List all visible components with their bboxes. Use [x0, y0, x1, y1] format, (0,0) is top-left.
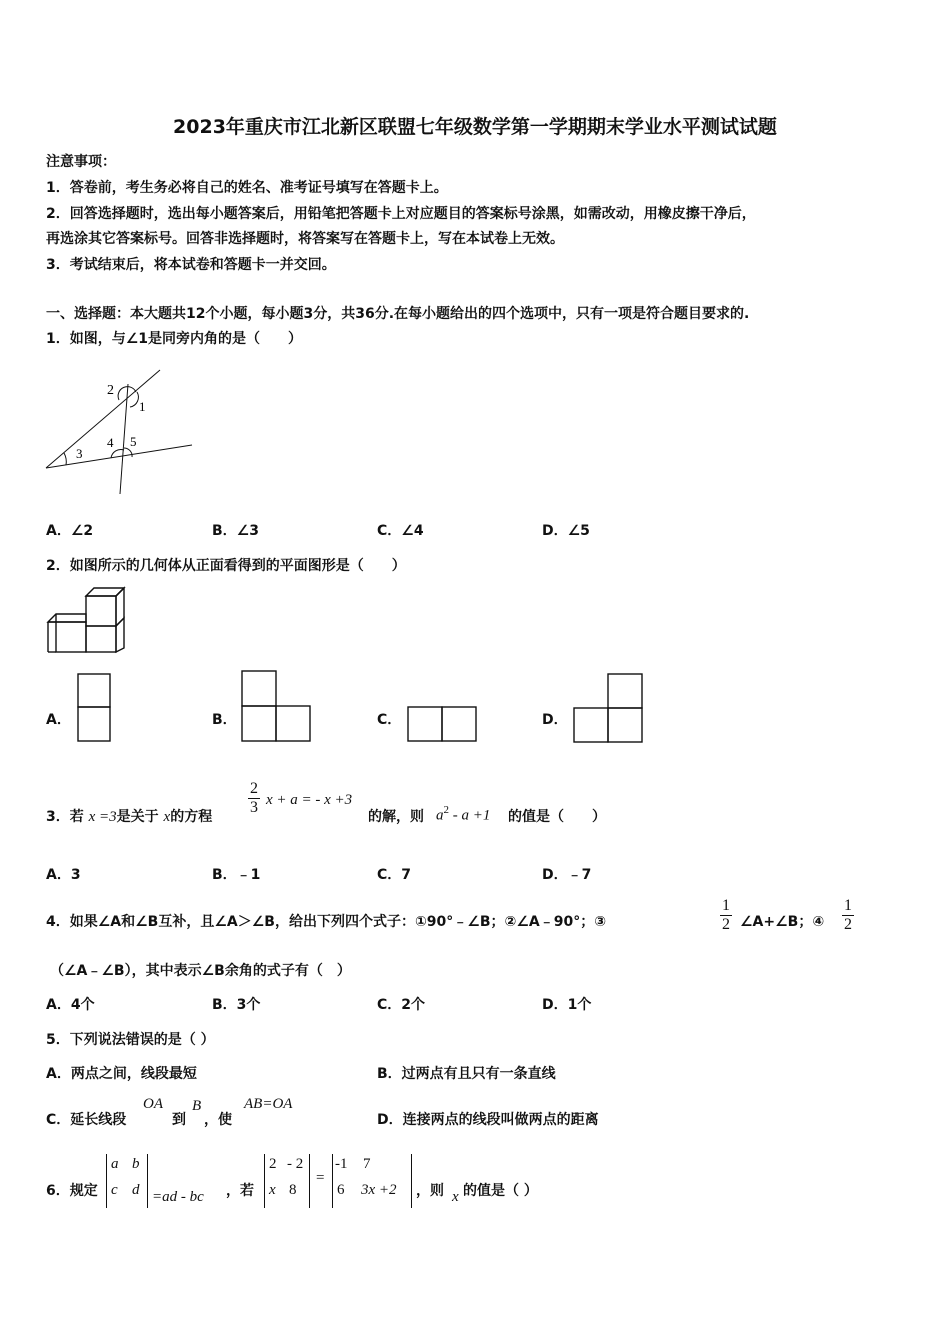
q6-determinant-right — [332, 1154, 412, 1208]
q5-option-c[interactable] — [46, 1109, 126, 1129]
notice-item-1: 1．答卷前，考生务必将自己的姓名、准考证号填写在答题卡上。 — [46, 180, 448, 196]
notice-item-2-cont: 再选涂其它答案标号。回答非选择题时，将答案写在答题卡上，写在本试卷上无效。 — [46, 231, 564, 247]
q6-m3-c: 6 — [337, 1182, 345, 1198]
q6-m2-d: 8 — [289, 1182, 297, 1198]
q4-stem-3: （∠A﹣∠B），其中表示∠B余角的式子有（ ） — [50, 963, 351, 979]
q3-option-c[interactable]: C．7 — [377, 867, 412, 883]
q2-option-b-figure — [241, 670, 311, 742]
q3-expr-exp: 2 — [443, 804, 449, 816]
notice-item-3: 3．考试结束后，将本试卷和答题卡一并交回。 — [46, 257, 336, 273]
q5-c-b: B — [192, 1098, 202, 1114]
q6-m3-b: 7 — [363, 1156, 371, 1172]
q3-stem — [46, 806, 212, 826]
q2-option-c[interactable]: C． — [377, 712, 402, 728]
q3-frac-num: 2 — [250, 780, 258, 797]
q2-stem: 2．如图所示的几何体从正面看得到的平面图形是（ ） — [46, 558, 406, 574]
q2-option-a[interactable]: A． — [46, 712, 71, 728]
q5-option-a[interactable]: A．两点之间，线段最短 — [46, 1066, 197, 1082]
notice-item-2: 2．回答选择题时，选出每小题答案后，用铅笔把答题卡上对应题目的答案标号涂黑，如需改动，用橡皮擦干净后， — [46, 206, 756, 222]
q2-option-d-figure — [573, 673, 643, 743]
q2-option-a-figure — [77, 673, 111, 743]
q5-c-text-1: C．延长线段 — [46, 1112, 127, 1128]
notice-heading: 注意事项： — [46, 154, 116, 170]
q4-option-c[interactable]: C．2个 — [377, 997, 426, 1013]
q4-fraction-2 — [842, 897, 854, 934]
q4-fraction-1 — [720, 897, 732, 934]
q2-cube-figure — [46, 586, 120, 656]
q4-option-b[interactable]: B．3个 — [212, 997, 261, 1013]
q3-text-4: 的解，则 — [368, 809, 424, 825]
q3-equation: x + a = - x +3 — [266, 792, 353, 808]
q4-stem-1: 4．如果∠A和∠B互补，且∠A＞∠B，给出下列四个式子：①90°﹣∠B；②∠A﹣90°；③ — [46, 914, 607, 930]
q3-frac-den: 3 — [250, 799, 258, 816]
q6-m2-b: - 2 — [287, 1156, 304, 1172]
q5-option-b[interactable]: B．过两点有且只有一条直线 — [377, 1066, 556, 1082]
q3-condition: x =3 — [88, 809, 117, 825]
q5-option-d[interactable]: D．连接两点的线段叫做两点的距离 — [377, 1112, 599, 1128]
q1-option-d[interactable]: D．∠5 — [542, 523, 590, 539]
q6-equals: = — [316, 1170, 325, 1186]
q6-m1-a: a — [111, 1156, 119, 1172]
label-3: 3 — [76, 446, 83, 461]
q2-option-b[interactable]: B． — [212, 712, 237, 728]
q5-c-text-3: ，使 — [204, 1112, 232, 1128]
q4-stem-2: ∠A+∠B；④ — [740, 914, 825, 930]
q3-expression — [436, 804, 490, 824]
q4-option-d[interactable]: D．1个 — [542, 997, 592, 1013]
q3-var: x — [163, 809, 171, 825]
q5-c-oa: OA — [143, 1096, 163, 1112]
q1-option-b[interactable]: B．∠3 — [212, 523, 259, 539]
q6-text-3: ，则 — [416, 1183, 444, 1199]
label-4: 4 — [107, 435, 114, 450]
q3-fraction — [248, 780, 260, 817]
page-title: 2023年重庆市江北新区联盟七年级数学第一学期期末学业水平测试试题 — [173, 116, 777, 138]
q5-c-equation: AB=OA — [244, 1096, 293, 1112]
q3-text-3: 的方程 — [170, 809, 213, 825]
q6-definition: =ad - bc — [152, 1189, 204, 1205]
section-heading: 一、选择题：本大题共12个小题，每小题3分，共36分.在每小题给出的四个选项中，只有一项是符合题目要求的. — [46, 306, 750, 322]
q4-frac1-num: 1 — [722, 897, 730, 914]
q1-option-a[interactable]: A．∠2 — [46, 523, 94, 539]
q4-frac2-num: 1 — [844, 897, 852, 914]
q6-m1-d: d — [132, 1182, 140, 1198]
label-1: 1 — [139, 399, 146, 414]
q6-determinant-def — [106, 1154, 148, 1208]
q3-expr-rest: - a +1 — [449, 807, 491, 824]
q6-m2-a: 2 — [269, 1156, 277, 1172]
q5-c-text-2: 到 — [172, 1112, 186, 1128]
q1-figure — [44, 362, 196, 498]
q1-option-c[interactable]: C．∠4 — [377, 523, 424, 539]
q1-stem: 1．如图，与∠1是同旁内角的是（ ） — [46, 331, 303, 347]
q4-option-a[interactable]: A．4个 — [46, 997, 95, 1013]
q3-text-5: 的值是（ ） — [508, 809, 606, 825]
q6-m1-b: b — [132, 1156, 140, 1172]
q5-stem: 5．下列说法错误的是（ ） — [46, 1032, 215, 1048]
q6-m1-c: c — [111, 1182, 118, 1198]
q6-determinant-left — [264, 1154, 310, 1208]
q6-m3-d: 3x +2 — [361, 1182, 397, 1198]
q6-m3-a: -1 — [335, 1156, 348, 1172]
q3-option-d[interactable]: D．﹣7 — [542, 867, 592, 883]
q4-frac1-den: 2 — [722, 916, 730, 933]
q3-option-b[interactable]: B．﹣1 — [212, 867, 261, 883]
q3-text-2: 是关于 — [116, 809, 159, 825]
q6-text-4: 的值是（ ） — [463, 1183, 538, 1199]
q3-text-1: 3．若 — [46, 809, 84, 825]
q2-option-c-figure — [407, 706, 477, 742]
q6-var: x — [452, 1189, 459, 1205]
q6-text-1: 6．规定 — [46, 1183, 98, 1199]
label-2: 2 — [107, 383, 114, 398]
q6-m2-c: x — [269, 1182, 276, 1198]
q3-option-a[interactable]: A．3 — [46, 867, 81, 883]
q6-text-2: ，若 — [226, 1183, 254, 1199]
q3-expr-a: a — [436, 807, 444, 824]
label-5: 5 — [130, 434, 137, 449]
q4-frac2-den: 2 — [844, 916, 852, 933]
q2-option-d[interactable]: D． — [542, 712, 568, 728]
